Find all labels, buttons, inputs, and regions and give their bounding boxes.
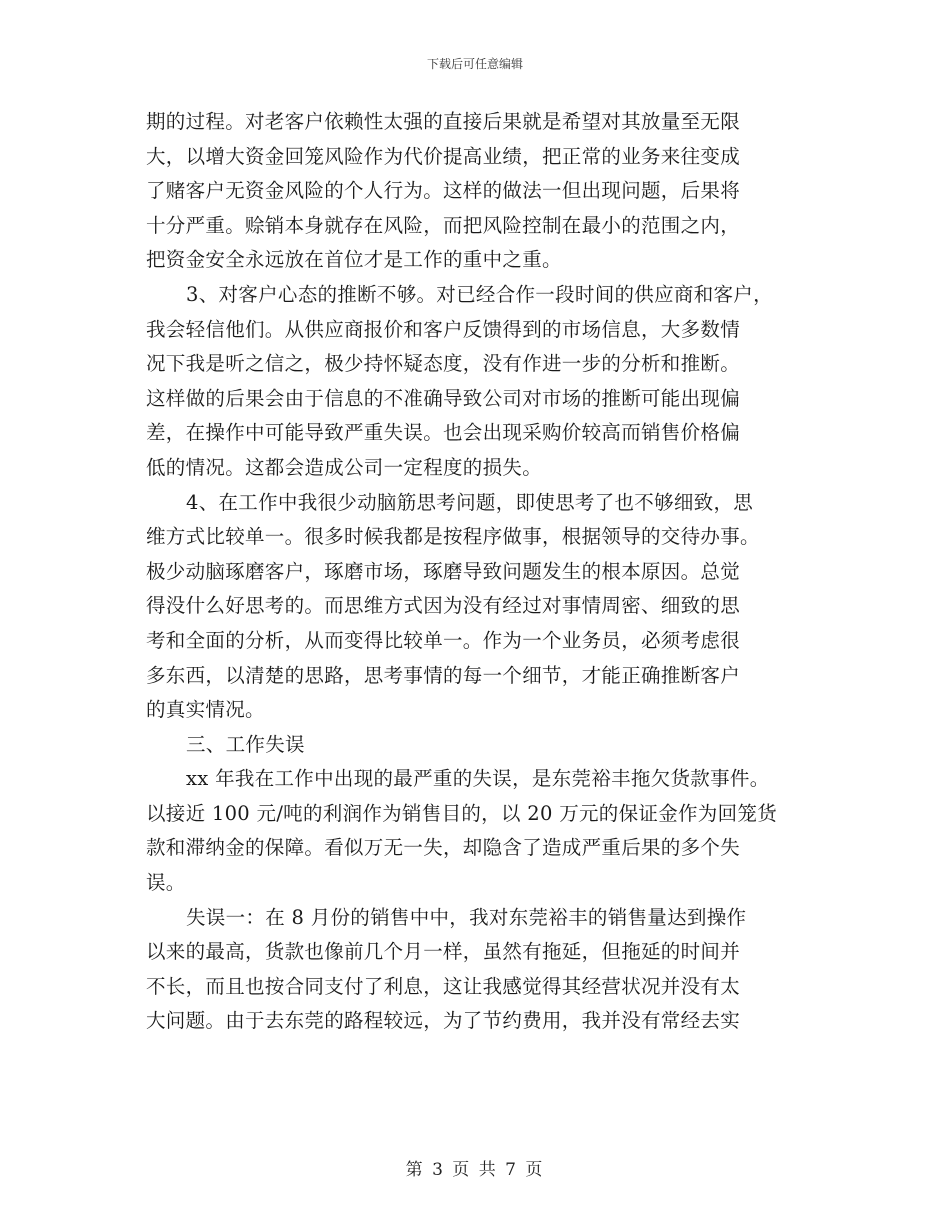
- text-line: 款和滞纳金的保障。看似万无一失，却隐含了造成严重后果的多个失: [146, 836, 741, 860]
- text-line: 考和全面的分析，从而变得比较单一。作为一个业务员，必须考虑很: [146, 628, 741, 652]
- text-line: 维方式比较单一。很多时候我都是按程序做事，根据领导的交待办事。: [146, 525, 760, 549]
- text-line: 得没什么好思考的。而思维方式因为没有经过对事情周密、细致的思: [146, 594, 741, 618]
- text-line: 期的过程。对老客户依赖性太强的直接后果就是希望对其放量至无限: [146, 110, 741, 133]
- text-line: 十分严重。赊销本身就存在风险，而把风险控制在最小的范围之内，: [146, 213, 741, 237]
- page-header: 下载后可任意编辑: [426, 57, 523, 71]
- text-line: 差，在操作中可能导致严重失误。也会出现采购价较高而销售价格偏: [146, 421, 741, 445]
- page-number-footer: 第 3 页 共 7 页: [405, 1160, 545, 1180]
- text-line: 况下我是听之信之，极少持怀疑态度，没有作进一步的分析和推断。: [146, 352, 741, 376]
- paragraph-start-line: 失误一：在 8 月份的销售中中，我对东莞裕丰的销售量达到操作: [186, 905, 747, 929]
- text-line: 多东西，以清楚的思路，思考事情的每一个细节，才能正确推断客户: [146, 663, 741, 687]
- text-line: 我会轻信他们。从供应商报价和客户反馈得到的市场信息，大多数情: [146, 317, 741, 341]
- paragraph-start-line: xx 年我在工作中出现的最严重的失误，是东莞裕丰拖欠货款事件。: [186, 767, 770, 791]
- text-line: 把资金安全永远放在首位才是工作的重中之重。: [146, 248, 562, 272]
- text-line: 极少动脑琢磨客户，琢磨市场，琢磨导致问题发生的根本原因。总觉: [146, 559, 741, 583]
- section-heading: 三、工作失误: [186, 732, 305, 756]
- text-line: 低的情况。这都会造成公司一定程度的损失。: [146, 455, 543, 479]
- paragraph-start-line: 3、对客户心态的推断不够。对已经合作一段时间的供应商和客户，: [186, 282, 773, 306]
- text-line: 误。: [146, 871, 186, 895]
- text-line: 大，以增大资金回笼风险作为代价提高业绩，把正常的业务来往变成: [146, 144, 741, 168]
- paragraph-start-line: 4、在工作中我很少动脑筋思考问题，即使思考了也不够细致，思: [186, 490, 754, 514]
- text-line: 不长，而且也按合同支付了利息，这让我感觉得其经营状况并没有太: [146, 974, 741, 998]
- text-line: 了赌客户无资金风险的个人行为。这样的做法一但出现问题，后果将: [146, 179, 741, 203]
- text-line: 以来的最高，货款也像前几个月一样，虽然有拖延，但拖延的时间并: [146, 940, 741, 964]
- document-body: [146, 105, 816, 1039]
- text-line: 大问题。由于去东莞的路程较远，为了节约费用，我并没有常经去实: [146, 1009, 741, 1033]
- text-line: 这样做的后果会由于信息的不准确导致公司对市场的推断可能出现偏: [146, 386, 741, 410]
- text-line: 以接近 100 元/吨的利润作为销售目的，以 20 万元的保证金作为回笼货: [146, 801, 777, 825]
- text-line: 的真实情况。: [146, 698, 265, 722]
